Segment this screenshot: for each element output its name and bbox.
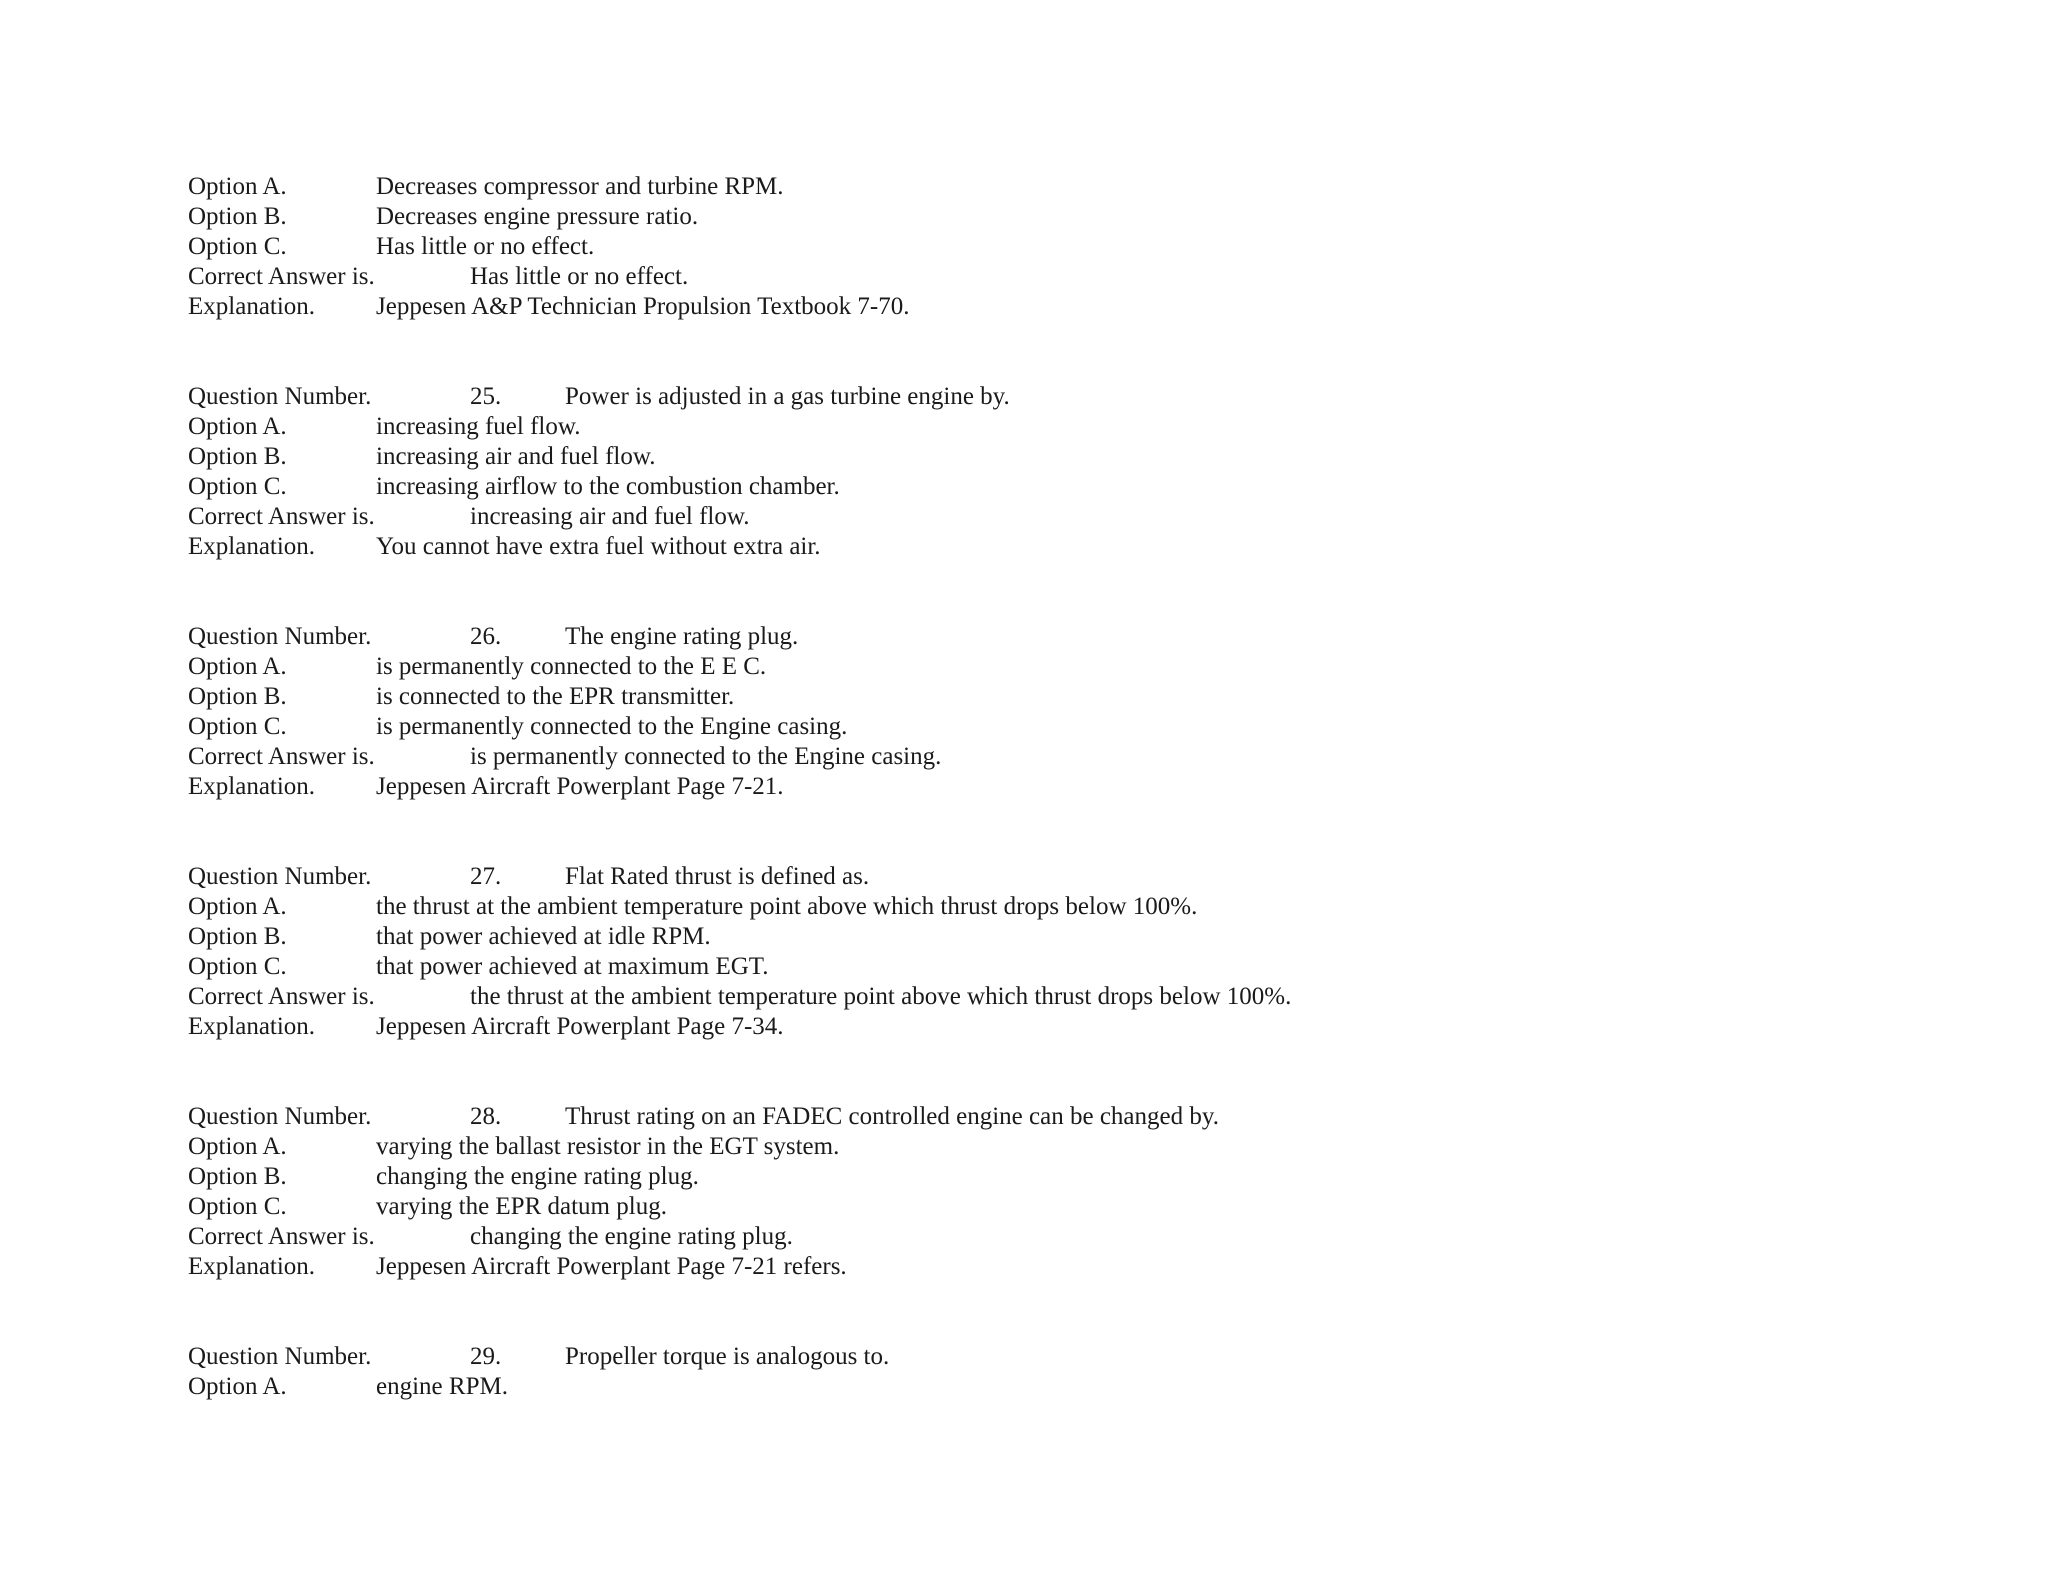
option-c-text: varying the EPR datum plug. <box>376 1193 667 1220</box>
question-number: 26. <box>470 623 502 650</box>
correct-answer-label: Correct Answer is. <box>188 263 375 290</box>
option-c-label: Option C. <box>188 713 287 740</box>
option-a-label: Option A. <box>188 173 287 200</box>
question-number-label: Question Number. <box>188 863 372 890</box>
explanation-label: Explanation. <box>188 1013 316 1040</box>
option-a-label: Option A. <box>188 653 287 680</box>
option-c-text: Has little or no effect. <box>376 233 595 260</box>
question-text: Flat Rated thrust is defined as. <box>565 863 870 890</box>
explanation-label: Explanation. <box>188 293 316 320</box>
question-number-label: Question Number. <box>188 1103 372 1130</box>
question-number-label: Question Number. <box>188 1343 372 1370</box>
option-b-text: Decreases engine pressure ratio. <box>376 203 699 230</box>
explanation-label: Explanation. <box>188 1253 316 1280</box>
option-a-label: Option A. <box>188 413 287 440</box>
option-b-label: Option B. <box>188 443 287 470</box>
correct-answer-label: Correct Answer is. <box>188 1223 375 1250</box>
correct-answer-text: Has little or no effect. <box>470 263 689 290</box>
question-number-label: Question Number. <box>188 623 372 650</box>
option-c-label: Option C. <box>188 473 287 500</box>
option-a-label: Option A. <box>188 1373 287 1400</box>
option-a-text: increasing fuel flow. <box>376 413 581 440</box>
explanation-text: You cannot have extra fuel without extra air. <box>376 533 821 560</box>
explanation-text: Jeppesen Aircraft Powerplant Page 7-21. <box>376 773 784 800</box>
question-text: Thrust rating on an FADEC controlled engine can be changed by. <box>565 1103 1219 1130</box>
option-a-label: Option A. <box>188 1133 287 1160</box>
option-c-text: that power achieved at maximum EGT. <box>376 953 769 980</box>
question-number: 27. <box>470 863 502 890</box>
option-b-text: changing the engine rating plug. <box>376 1163 699 1190</box>
question-number: 28. <box>470 1103 502 1130</box>
option-c-text: increasing airflow to the combustion chamber. <box>376 473 840 500</box>
option-b-label: Option B. <box>188 203 287 230</box>
explanation-label: Explanation. <box>188 533 316 560</box>
option-a-label: Option A. <box>188 893 287 920</box>
option-b-label: Option B. <box>188 923 287 950</box>
question-number: 29. <box>470 1343 502 1370</box>
option-b-text: increasing air and fuel flow. <box>376 443 656 470</box>
explanation-text: Jeppesen Aircraft Powerplant Page 7-21 refers. <box>376 1253 847 1280</box>
question-text: The engine rating plug. <box>565 623 799 650</box>
correct-answer-label: Correct Answer is. <box>188 983 375 1010</box>
option-a-text: Decreases compressor and turbine RPM. <box>376 173 784 200</box>
option-b-label: Option B. <box>188 1163 287 1190</box>
correct-answer-label: Correct Answer is. <box>188 743 375 770</box>
correct-answer-label: Correct Answer is. <box>188 503 375 530</box>
option-c-label: Option C. <box>188 233 287 260</box>
option-b-label: Option B. <box>188 683 287 710</box>
correct-answer-text: increasing air and fuel flow. <box>470 503 750 530</box>
explanation-label: Explanation. <box>188 773 316 800</box>
question-number-label: Question Number. <box>188 383 372 410</box>
option-a-text: engine RPM. <box>376 1373 508 1400</box>
option-b-text: that power achieved at idle RPM. <box>376 923 711 950</box>
correct-answer-text: the thrust at the ambient temperature point above which thrust drops below 100%. <box>470 983 1292 1010</box>
explanation-text: Jeppesen Aircraft Powerplant Page 7-34. <box>376 1013 784 1040</box>
option-a-text: is permanently connected to the E E C. <box>376 653 767 680</box>
option-c-label: Option C. <box>188 1193 287 1220</box>
correct-answer-text: changing the engine rating plug. <box>470 1223 793 1250</box>
document-page <box>188 0 1988 1582</box>
option-b-text: is connected to the EPR transmitter. <box>376 683 735 710</box>
question-text: Propeller torque is analogous to. <box>565 1343 890 1370</box>
correct-answer-text: is permanently connected to the Engine casing. <box>470 743 942 770</box>
option-c-text: is permanently connected to the Engine casing. <box>376 713 848 740</box>
explanation-text: Jeppesen A&P Technician Propulsion Textbook 7-70. <box>376 293 910 320</box>
question-text: Power is adjusted in a gas turbine engine by. <box>565 383 1010 410</box>
option-a-text: the thrust at the ambient temperature point above which thrust drops below 100%. <box>376 893 1198 920</box>
option-a-text: varying the ballast resistor in the EGT system. <box>376 1133 840 1160</box>
question-number: 25. <box>470 383 502 410</box>
option-c-label: Option C. <box>188 953 287 980</box>
